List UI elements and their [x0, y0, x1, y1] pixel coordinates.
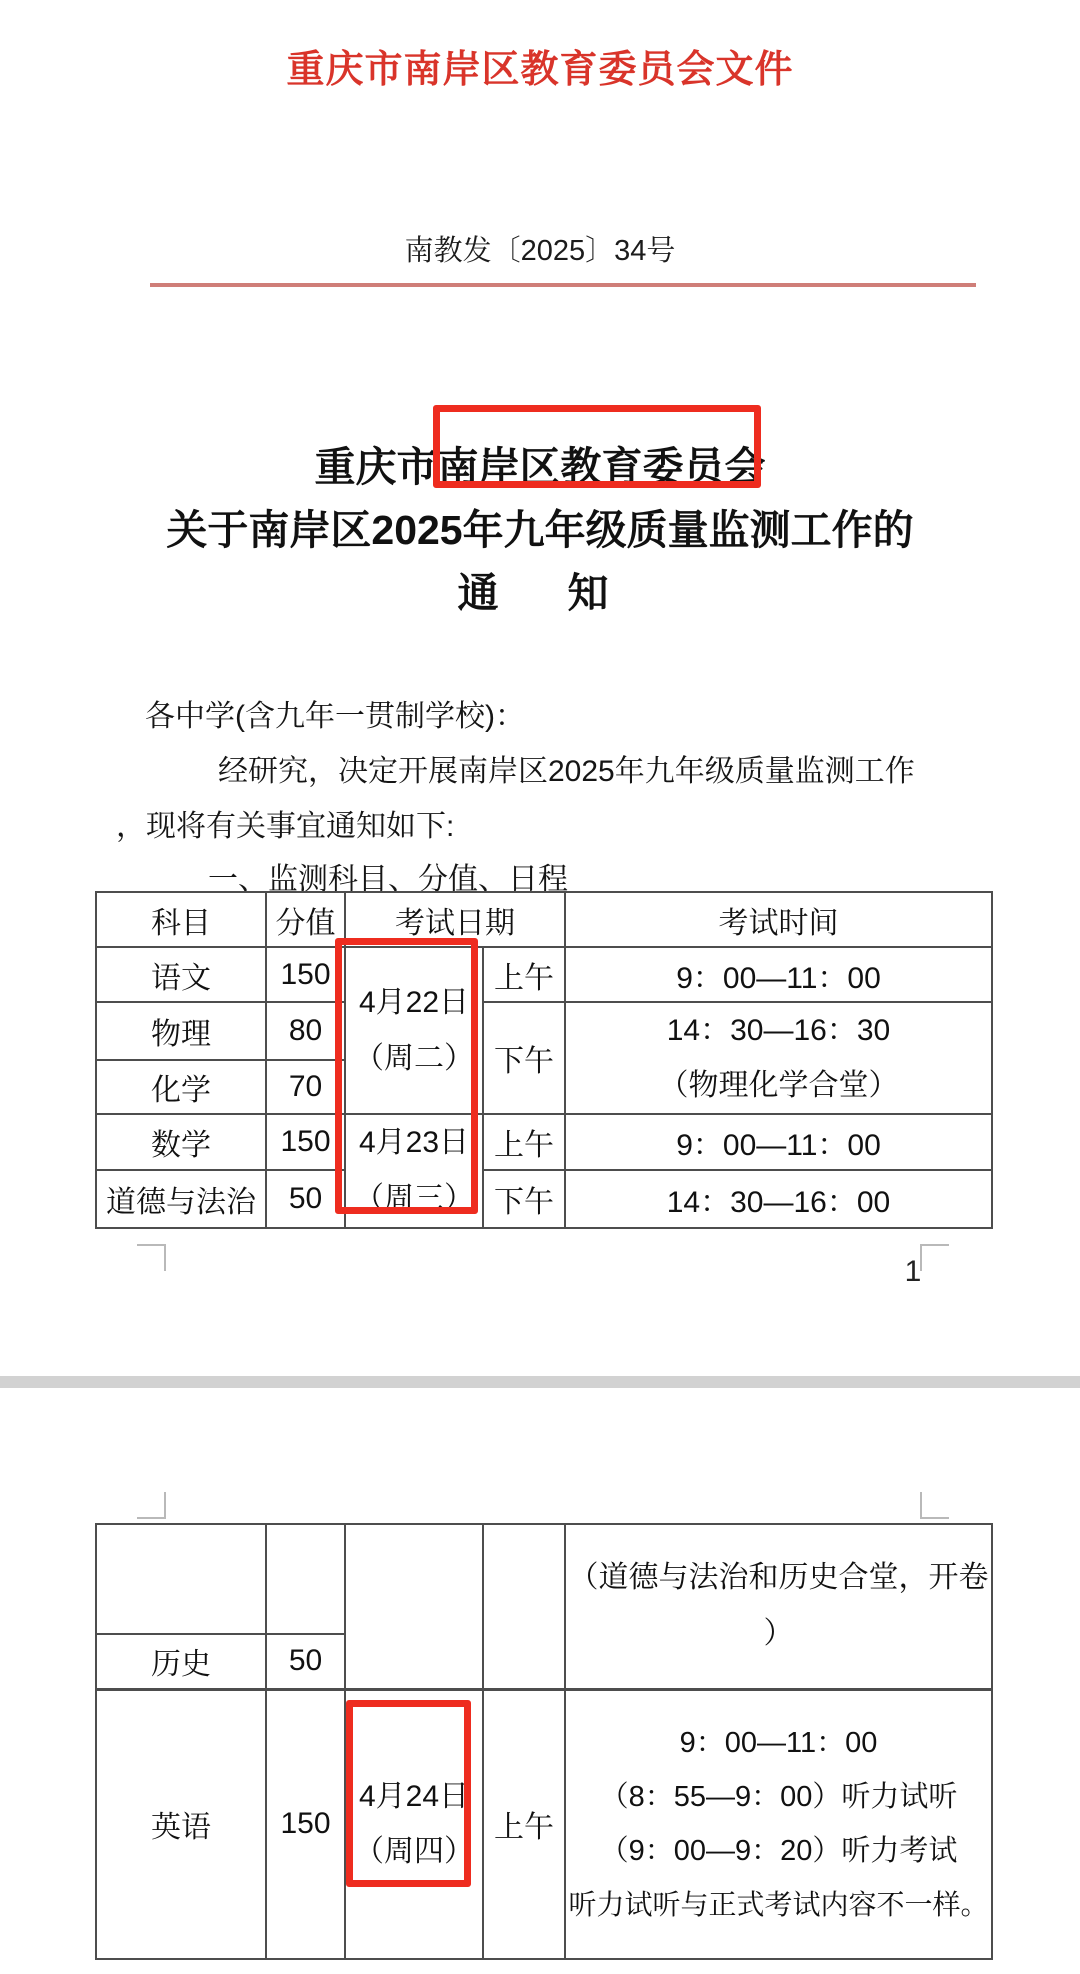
red-divider-rule	[150, 283, 976, 287]
empty-session-cell	[483, 1524, 565, 1689]
body-paragraph-line-1: 经研究，决定开展南岸区2025年九年级质量监测工作	[218, 755, 915, 788]
table-row	[96, 1524, 992, 1634]
empty-date-cell	[345, 1524, 483, 1689]
document-header-title: 重庆市南岸区教育委员会文件	[286, 49, 794, 91]
time-line: （物理化学合堂）	[658, 1069, 899, 1102]
date-line: 4月24日	[358, 1780, 470, 1814]
date-line: （周四）	[354, 1835, 474, 1869]
score-cell: 70	[266, 1060, 345, 1115]
session-cell: 下午	[483, 1002, 565, 1114]
title-line-1: 重庆市南岸区教育委员会	[314, 444, 766, 490]
date-line: 4月23日	[358, 1126, 470, 1159]
score-cell: 50	[266, 1170, 345, 1228]
subject-cell: 语文	[96, 947, 266, 1002]
score-cell: 50	[266, 1634, 345, 1689]
time-cell: 14：30—16：00	[565, 1170, 992, 1228]
table-header-row	[96, 892, 992, 947]
subject-cell: 物理	[96, 1002, 266, 1060]
table-row	[96, 1114, 992, 1170]
session-cell: 下午	[483, 1170, 565, 1228]
subject-cell: 道德与法治	[96, 1170, 266, 1228]
time-line: 9：00—11：00	[679, 1727, 878, 1760]
time-note-cell	[565, 1524, 992, 1689]
header-subject: 科目	[96, 892, 266, 947]
subject-cell: 英语	[96, 1689, 266, 1959]
schedule-table-page1	[95, 891, 993, 1229]
time-cell: 9：00—11：00	[565, 947, 992, 1002]
header-exam-time: 考试时间	[565, 892, 992, 947]
session-cell: 上午	[483, 1689, 565, 1959]
score-cell: 150	[266, 1689, 345, 1959]
date-line: 4月22日	[358, 985, 470, 1019]
section-heading: 一、监测科目、分值、日程	[208, 863, 568, 896]
session-cell: 上午	[483, 1114, 565, 1170]
empty-subject-cell	[96, 1524, 266, 1634]
time-line: （9：00—9：20）听力考试	[599, 1835, 958, 1868]
subject-cell: 历史	[96, 1634, 266, 1689]
page2-top-left-corner-mark	[137, 1492, 166, 1519]
page-number: 1	[904, 1255, 922, 1288]
table-row	[96, 1170, 992, 1228]
table-row	[96, 1689, 992, 1959]
salutation-line: 各中学(含九年一贯制学校)：	[145, 700, 525, 733]
date-line: （周三）	[354, 1182, 474, 1215]
table-row	[96, 1002, 992, 1060]
time-cell-phys-chem	[565, 1002, 992, 1114]
title-line-3: 通 知	[457, 570, 623, 616]
time-line: 听力试听与正式考试内容不一样。	[568, 1889, 989, 1921]
time-line: （8：55—9：00）听力试听	[599, 1781, 958, 1814]
body-paragraph-line-2: ，现将有关事宜通知如下:	[116, 810, 455, 843]
score-cell: 80	[266, 1002, 345, 1060]
time-cell: 9：00—11：00	[565, 1114, 992, 1170]
note-line: （道德与法治和历史合堂，开卷	[568, 1561, 989, 1595]
score-cell: 150	[266, 947, 345, 1002]
score-cell: 150	[266, 1114, 345, 1170]
subject-cell: 化学	[96, 1060, 266, 1115]
schedule-table-page2	[95, 1523, 993, 1960]
date-line: （周二）	[354, 1041, 474, 1075]
page-separator-band	[0, 1376, 1080, 1388]
header-exam-date: 考试日期	[345, 892, 565, 947]
title-line-2: 关于南岸区2025年九年级质量监测工作的	[166, 507, 914, 553]
header-score: 分值	[266, 892, 345, 947]
page1-bottom-left-corner-mark	[137, 1244, 166, 1271]
red-annotation-box-dates-page1	[335, 938, 478, 1214]
table-row	[96, 947, 992, 1002]
document-number: 南教发〔2025〕34号	[404, 235, 676, 267]
page2-top-right-corner-mark	[920, 1492, 949, 1519]
subject-cell: 数学	[96, 1114, 266, 1170]
time-line: 14：30—16：30	[666, 1014, 891, 1047]
session-cell: 上午	[483, 947, 565, 1002]
empty-score-cell	[266, 1524, 345, 1634]
time-cell-english	[565, 1689, 992, 1959]
note-line: ）	[763, 1617, 794, 1651]
red-annotation-box-dates-page2	[346, 1700, 471, 1887]
red-annotation-box-title	[433, 405, 761, 488]
